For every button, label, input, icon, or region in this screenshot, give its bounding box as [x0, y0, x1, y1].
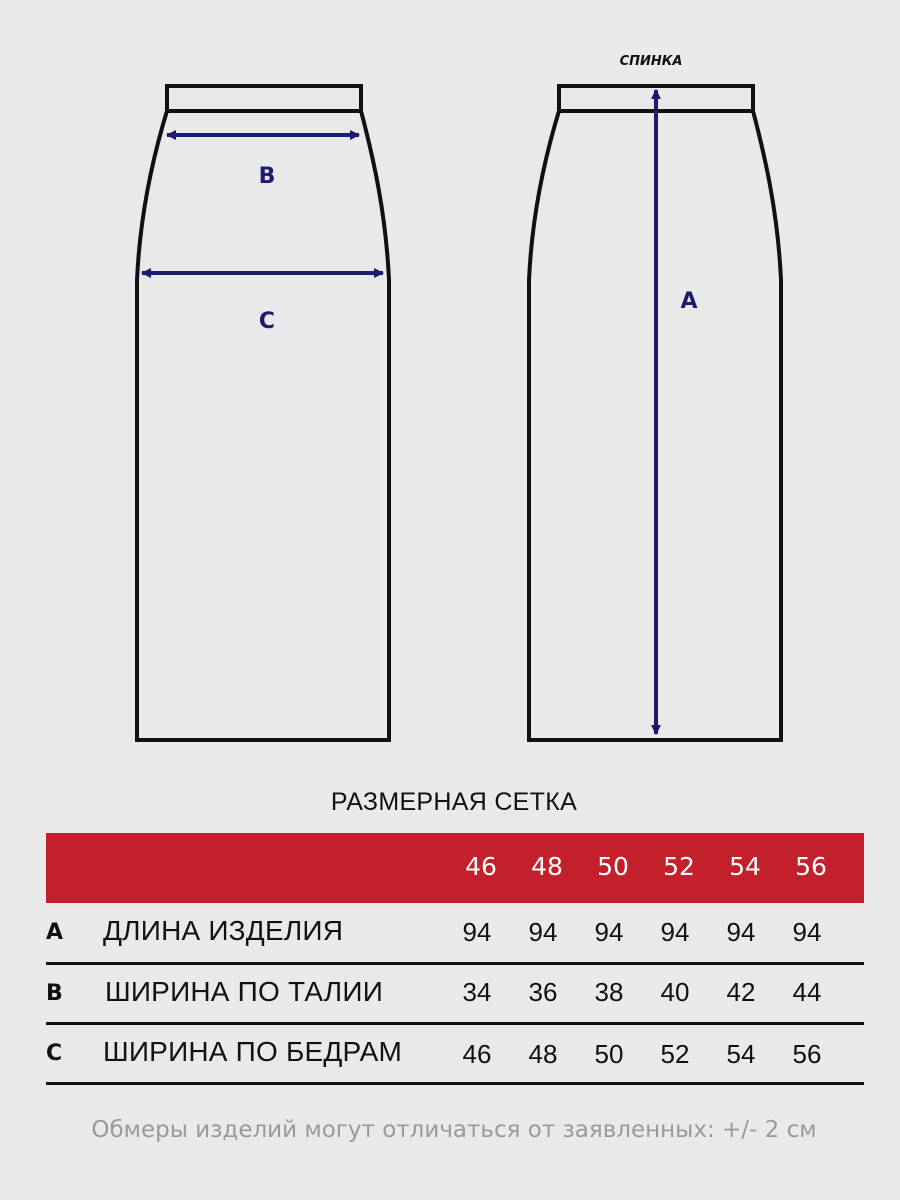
- row-c-value: 56: [792, 1039, 822, 1069]
- row-b-value: 42: [726, 977, 756, 1007]
- row-b-value: 44: [792, 977, 822, 1007]
- label-b: B: [258, 164, 276, 189]
- row-a-value: 94: [660, 917, 690, 947]
- row-a-value: 94: [726, 917, 756, 947]
- row-b-value: 36: [528, 977, 558, 1007]
- size-header-50: 50: [597, 852, 629, 881]
- row-c-value: 50: [594, 1039, 624, 1069]
- row-b-name: ШИРИНА ПО ТАЛИИ: [105, 976, 384, 1007]
- row-c-value: 54: [726, 1039, 756, 1069]
- row-b-value: 34: [462, 977, 492, 1007]
- back-view-label: СПИНКА: [619, 54, 683, 69]
- size-header-56: 56: [795, 852, 827, 881]
- tolerance-note: Обмеры изделий могут отличаться от заявленных: +/- 2 см: [91, 1117, 817, 1143]
- label-a: A: [680, 289, 698, 314]
- size-header-46: 46: [465, 852, 497, 881]
- row-b-value: 38: [594, 977, 624, 1007]
- size-chart-title: РАЗМЕРНАЯ СЕТКА: [330, 788, 578, 816]
- label-c: C: [258, 309, 276, 334]
- row-divider: [46, 1022, 864, 1025]
- size-header-52: 52: [663, 852, 695, 881]
- row-c-value: 48: [528, 1039, 558, 1069]
- row-c-value: 52: [660, 1039, 690, 1069]
- size-header-54: 54: [729, 852, 761, 881]
- row-c-value: 46: [462, 1039, 492, 1069]
- row-b-key: B: [46, 981, 63, 1006]
- row-c-name: ШИРИНА ПО БЕДРАМ: [103, 1036, 402, 1067]
- row-a-value: 94: [462, 917, 492, 947]
- row-divider: [46, 962, 864, 965]
- row-b-value: 40: [660, 977, 690, 1007]
- row-a-value: 94: [792, 917, 822, 947]
- row-a-key: A: [46, 920, 64, 945]
- row-a-value: 94: [594, 917, 624, 947]
- row-a-value: 94: [528, 917, 558, 947]
- row-divider: [46, 1082, 864, 1085]
- row-c-key: C: [46, 1041, 63, 1066]
- row-a-name: ДЛИНА ИЗДЕЛИЯ: [103, 915, 344, 946]
- size-header-48: 48: [531, 852, 563, 881]
